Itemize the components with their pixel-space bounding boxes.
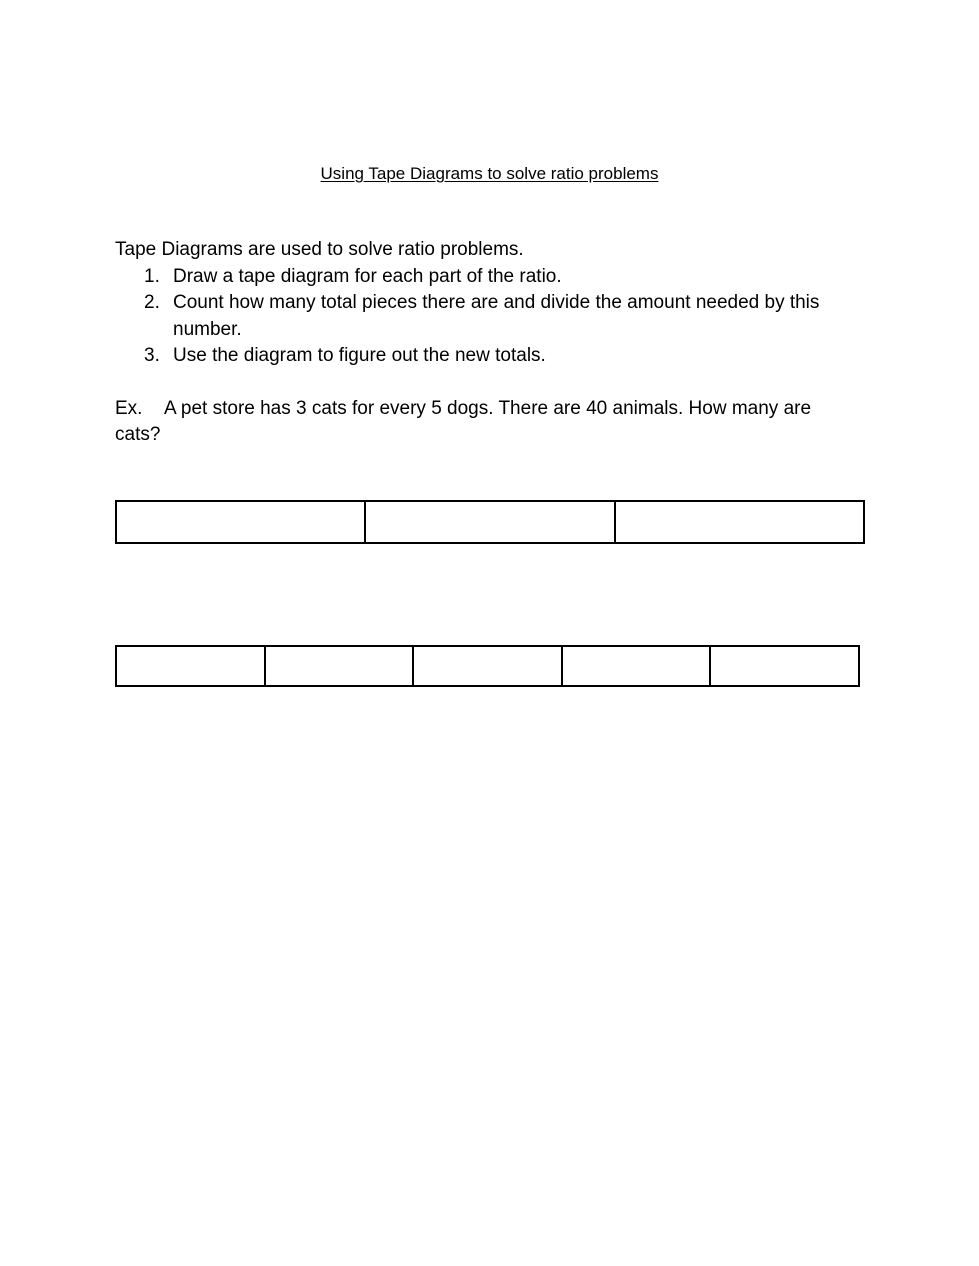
tape-diagram-cats xyxy=(115,500,865,544)
tape-segment xyxy=(414,647,563,685)
step-number: 2. xyxy=(144,292,160,314)
tape-segment xyxy=(563,647,712,685)
step-text: Use the diagram to figure out the new totals. xyxy=(173,344,546,366)
example-problem xyxy=(115,396,845,449)
intro-text: Tape Diagrams are used to solve ratio problems. xyxy=(115,239,524,260)
page-title: Using Tape Diagrams to solve ratio problems xyxy=(320,164,659,183)
example-text: A pet store has 3 cats for every 5 dogs. There are 40 animals. How many are cats? xyxy=(115,398,812,446)
example-label: Ex. xyxy=(115,398,143,419)
step-text: Draw a tape diagram for each part of the ratio. xyxy=(173,266,562,287)
tape-diagram-dogs xyxy=(115,645,860,687)
list-item xyxy=(115,290,835,343)
tape-segment xyxy=(266,647,415,685)
tape-segment xyxy=(711,647,858,685)
list-item xyxy=(115,264,835,290)
list-item xyxy=(115,343,835,369)
tape-segment xyxy=(366,502,615,542)
tape-segment xyxy=(117,502,366,542)
steps-list xyxy=(115,264,835,369)
tape-segment xyxy=(616,502,863,542)
step-text: Count how many total pieces there are and divide the amount needed by this number. xyxy=(173,292,820,340)
tape-segment xyxy=(117,647,266,685)
step-number: 3. xyxy=(144,344,160,366)
step-number: 1. xyxy=(144,266,160,287)
